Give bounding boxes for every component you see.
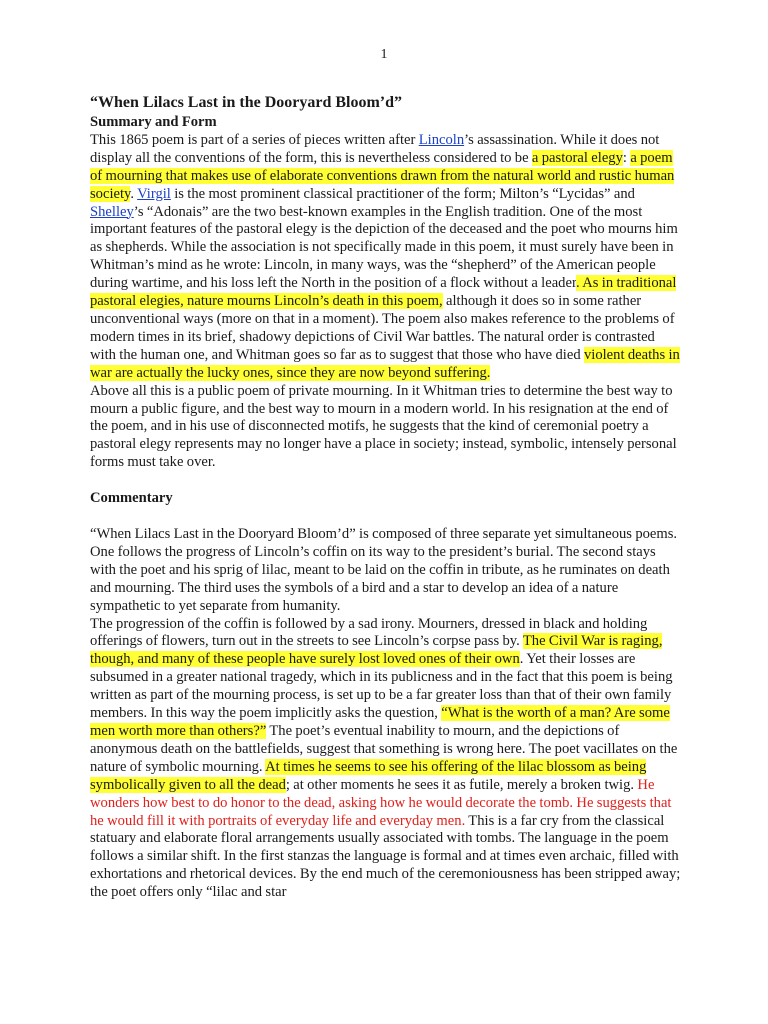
- summary-heading: Summary and Form: [90, 114, 217, 130]
- commentary-paragraph-2: [90, 616, 682, 903]
- summary-paragraph-2: Above all this is a public poem of private mourning. In it Whitman tries to determine the best way to mourn a public figure, and the best way to mourn in a modern world. In his resignation at the end of the poem, and in his use of disconnected motifs, he suggests that the kind of ceremonial poetry a pastoral elegy represents may no longer have a place in society; instead, symbolic, intensely personal forms must take over.: [90, 382, 677, 471]
- text-span: The poet’s eventual inability to mourn, and the depictions of anonymous death on the battlefields, suggest that something is wrong here. The poet vacillates on the nature of symbolic mourning.: [90, 723, 678, 775]
- text-span: This is a far cry from the classical statuary and elaborate floral arrangements usually associated with tombs. The language in the poem follows a similar shift. In the first stanzas the language is formal and at times even archaic, filled with exhortations and rhetorical devices. By the end much of the ceremoniousness has been stripped away; the poet offers only “lilac and star: [90, 812, 681, 901]
- shelley-link[interactable]: Shelley: [90, 203, 134, 220]
- spacer: [90, 508, 682, 526]
- text-span: The progression of the coffin is followed by a sad irony. Mourners, dressed in black and holding offerings of flowers, turn out in the streets to see Lincoln’s corpse pass by.: [90, 615, 648, 650]
- text-span: . Yet their losses are subsumed in a greater national tragedy, which in its publicness and in the fact that this poem is being written as part of the mourning process, is set up to be a far greater loss than that of their own family members. In this way the poem implicitly asks the question,: [90, 651, 673, 722]
- summary-paragraph-1: [90, 132, 682, 383]
- text-span: :: [622, 149, 631, 166]
- spacer: [90, 472, 682, 490]
- virgil-link[interactable]: Virgil: [137, 185, 171, 202]
- text-span: .: [130, 185, 138, 202]
- page-number: 1: [380, 47, 388, 62]
- document-body: [90, 114, 682, 902]
- highlight-lilac-offering: At times he seems to see his offering of the lilac blossom as being symbolically given to all the dead: [90, 758, 647, 793]
- highlight-violent-deaths: violent deaths in war are actually the lucky ones, since they are now beyond suffering.: [90, 346, 680, 381]
- commentary-paragraph-1: “When Lilacs Last in the Dooryard Bloom’d” is composed of three separate yet simultaneous poems. One follows the progress of Lincoln’s coffin on its way to the president’s burial. The second stays with the poet and his sprig of lilac, meant to be laid on the coffin in tribute, as he ruminates on death and mourning. The third uses the symbols of a bird and a star to develop an idea of a nature sympathetic to yet separate from humanity.: [90, 526, 678, 614]
- commentary-heading: Commentary: [90, 490, 173, 507]
- document-title: “When Lilacs Last in the Dooryard Bloom’d”: [90, 94, 403, 111]
- text-span: is the most prominent classical practitioner of the form; Milton’s “Lycidas” and: [170, 185, 635, 202]
- text-span: ; at other moments he sees it as futile, merely a broken twig.: [285, 776, 638, 793]
- highlight-civil-war: The Civil War is raging, though, and many of these people have surely lost loved ones of their own: [90, 633, 663, 668]
- red-text-tomb: He wonders how best to do honor to the dead, asking how he would decorate the tomb. He suggests that he would fill it with portraits of everyday life and everyday men.: [90, 776, 672, 829]
- text-span: ’s “Adonais” are the two best-known examples in the English tradition. One of the most important features of the pastoral elegy is the depiction of the deceased and the poet who mourns him as shepherds. While the association is not specifically made in this poem, it must surely have been in Whitman’s mind as he wrote: Lincoln, in many ways, was the “shepherd” of the American people during wartime, and his loss left the North in the position of a flock without a leader: [90, 203, 678, 292]
- text-span: although it does so in some rather unconventional ways (more on that in a moment). The poem also makes reference to the problems of modern times in its brief, shadowy depictions of Civil War battles. The natural order is contrasted with the human one, and Whitman goes so far as to suggest that those who have died: [90, 293, 675, 363]
- text-span: ’s assassination. While it does not display all the conventions of the form, this is nevertheless considered to be: [90, 131, 660, 166]
- highlight-definition: a poem of mourning that makes use of elaborate conventions drawn from the natural world and rustic human society: [90, 149, 675, 202]
- highlight-pastoral-elegy: a pastoral elegy: [531, 149, 623, 166]
- text-span: This 1865 poem is part of a series of pieces written after: [90, 131, 419, 148]
- highlight-nature-mourns: . As in traditional pastoral elegies, nature mourns Lincoln’s death in this poem,: [90, 275, 677, 310]
- highlight-worth-question: “What is the worth of a man? Are some men worth more than others?”: [90, 705, 670, 739]
- lincoln-link[interactable]: Lincoln: [418, 131, 465, 148]
